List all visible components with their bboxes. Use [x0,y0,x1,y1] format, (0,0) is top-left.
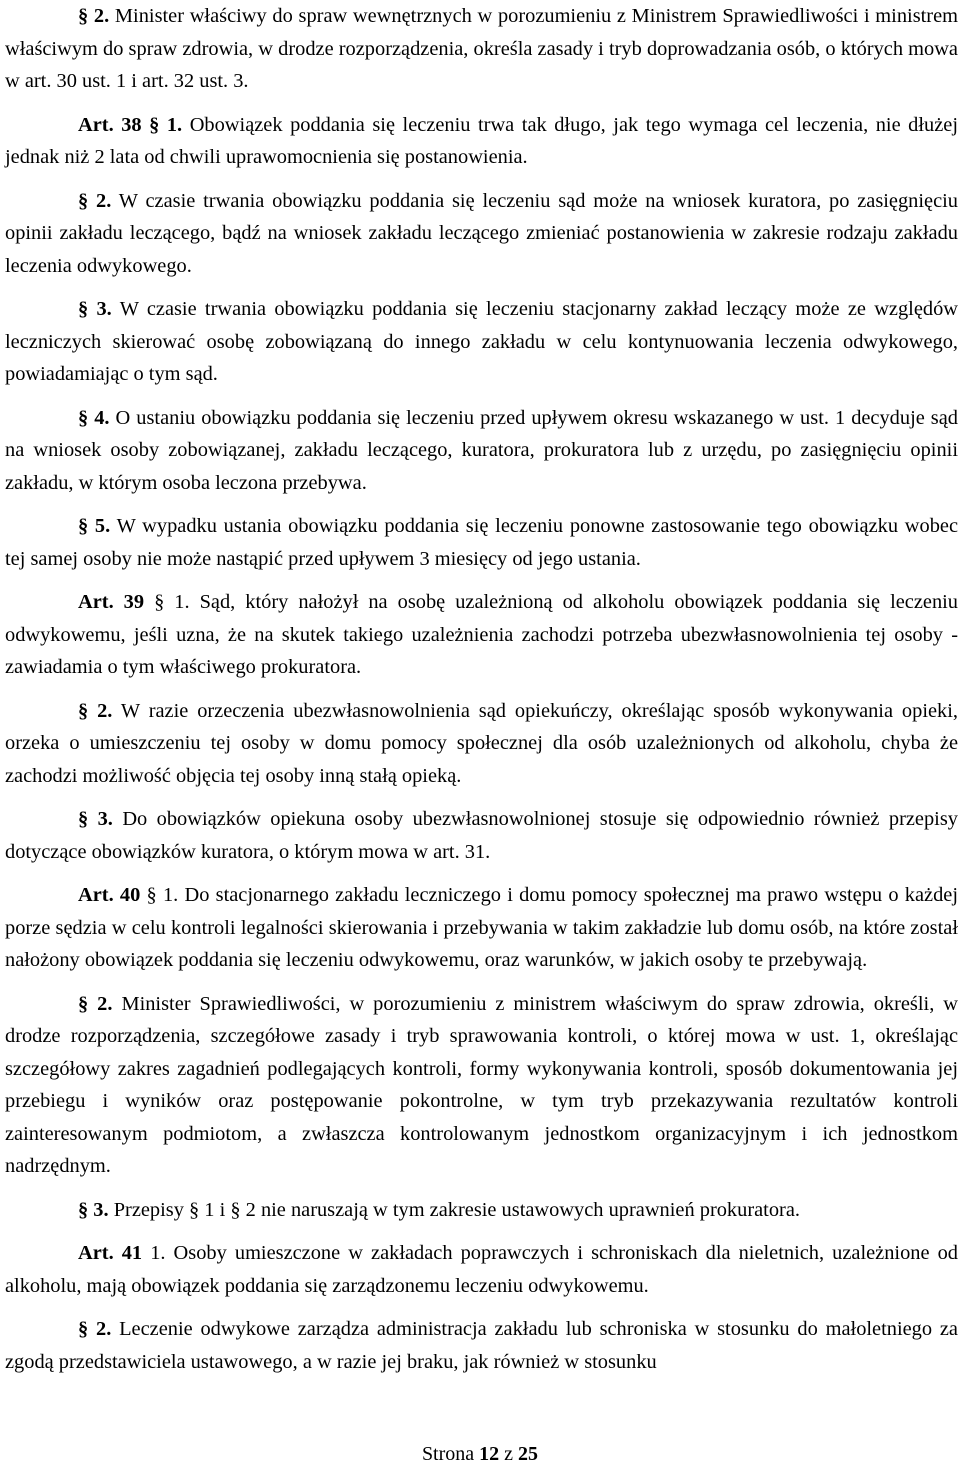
current-page-number: 12 [479,1443,500,1465]
page-footer [0,1442,960,1466]
paragraph-text: W razie orzeczenia ubezwłasnowolnienia sąd opiekuńczy, określając sposób wykonywania opieki, orzeka o umieszczeniu tej osoby w domu pomocy społecznej dla osób uzależnionych od alkoholu, chyba że zachodzi możliwość objęcia tej osoby inną stałą opieką. [5,699,958,787]
section-label: § 3. [78,808,113,830]
section-label: § 3. [78,1198,109,1221]
paragraph-text: § 1. Sąd, który nałożył na osobę uzależnioną od alkoholu obowiązek poddania się leczeniu odwykowemu, jeśli uzna, że na skutek takiego uzależnienia zachodzi potrzeba ubezwłasnowolnienia tej osoby - zawiadamia o tym właściwego prokuratora. [5,591,959,678]
paragraph-text: Leczenie odwykowe zarządza administracja zakładu lub schroniska w stosunku do małoletniego za zgodą przedstawiciela ustawowego, a w razie jej braku, jak również w stosunku [5,1318,958,1373]
section-label: § 2. [78,189,112,212]
paragraph [5,0,958,98]
footer-separator: z [499,1443,519,1465]
paragraph [5,109,958,174]
paragraph [5,1313,958,1378]
section-label: § 4. [78,406,110,429]
paragraph-text: O ustaniu obowiązku poddania się leczeniu przed upływem okresu wskazanego w ust. 1 decyduje sąd na wniosek osoby zobowiązanej, zakładu leczącego, kuratora, prokuratora lub z urzędu, po zasięgnięciu opinii zakładu, w którym osoba leczona przebywa. [5,406,958,494]
section-label: § 2. [78,992,113,1015]
paragraph-text: W czasie trwania obowiązku poddania się leczeniu sąd może na wniosek kuratora, po zasięgnięciu opinii zakładu leczącego, bądź na wniosek zakładu leczącego zmieniać postanowienia w zakresie rodzaju zakładu leczenia odwykowego. [5,189,958,277]
article-label: Art. 41 [78,1242,143,1264]
paragraph [5,510,958,575]
paragraph [5,185,958,283]
paragraph-text: W wypadku ustania obowiązku poddania się leczeniu ponowne zastosowanie tego obowiązku wobec tej samej osoby nie może nastąpić przed upływem 3 miesięcy od jego ustania. [5,515,958,570]
paragraph [5,879,958,977]
paragraph [5,586,958,684]
paragraph-text: Minister Sprawiedliwości, w porozumieniu z ministrem właściwym do spraw zdrowia, określi, w drodze rozporządzenia, szczegółowe zasady i tryb sprawowania kontroli, o której mowa w ust. 1, określając szczegółowy zakres zagadnień podlegających kontroli, formy wykonywania kontroli, sposób dokumentowania jej przebiegu i wyników oraz postępowanie pokontrolne, w tym tryb przekazywania rezultatów kontroli zainteresowanym podmiotom, a zwłaszcza kontrolowanym jednostkom organizacyjnym i ich jednostkom nadrzędnym. [5,992,958,1177]
paragraph [5,803,958,868]
paragraph [5,695,958,793]
paragraph-text: W czasie trwania obowiązku poddania się leczeniu stacjonarny zakład leczący może ze względów leczniczych skierować osobę zobowiązaną do innego zakładu w celu kontynuowania leczenia odwykowego, powiadamiając o tym sąd. [5,298,959,385]
section-label: § 5. [78,515,111,537]
section-label: § 2. [78,699,113,722]
paragraph-text: 1. Osoby umieszczone w zakładach poprawczych i schroniskach dla nieletnich, uzależnione od alkoholu, mają obowiązek poddania się zarządzonemu leczeniu odwykowemu. [5,1242,958,1297]
article-label: Art. 39 [78,591,145,613]
article-label: Art. 40 [78,884,141,906]
paragraph-text: Obowiązek poddania się leczeniu trwa tak długo, jak tego wymaga cel leczenia, nie dłużej jednak niż 2 lata od chwili uprawomocnienia się postanowienia. [5,113,958,168]
paragraph-text: Przepisy § 1 i § 2 nie naruszają w tym zakresie ustawowych uprawnień prokuratora. [108,1198,800,1221]
footer-prefix: Strona [421,1443,480,1465]
section-label: § 3. [78,298,112,320]
paragraph [5,1237,958,1302]
section-label: § 2. [78,5,110,27]
paragraph [5,988,958,1183]
section-label: § 2. [78,1318,112,1340]
paragraph [5,402,958,500]
paragraph-text: Do obowiązków opiekuna osoby ubezwłasnowolnionej stosuje się odpowiednio również przepisy dotyczące obowiązków kuratora, o którym mowa w art. 31. [5,808,958,863]
paragraph [5,293,958,391]
document-page [5,0,958,1378]
paragraph-text: Minister właściwy do spraw wewnętrznych w porozumieniu z Ministrem Sprawiedliwości i ministrem właściwym do spraw zdrowia, w drodze rozporządzenia, określa zasady i tryb doprowadzania osób, o których mowa w art. 30 ust. 1 i art. 32 ust. 3. [5,5,958,92]
article-label: Art. 38 § 1. [78,113,183,136]
paragraph-text: § 1. Do stacjonarnego zakładu leczniczego i domu pomocy społecznej ma prawo wstępu o każdej porze sędzia w celu kontroli legalności skierowania i przebywania w takim zakładzie lub domu osób, na które został nałożony obowiązek poddania się leczeniu odwykowemu, oraz warunków, w jakich osoby te przebywają. [5,884,958,971]
paragraph [5,1194,958,1227]
total-page-count: 25 [518,1443,539,1465]
